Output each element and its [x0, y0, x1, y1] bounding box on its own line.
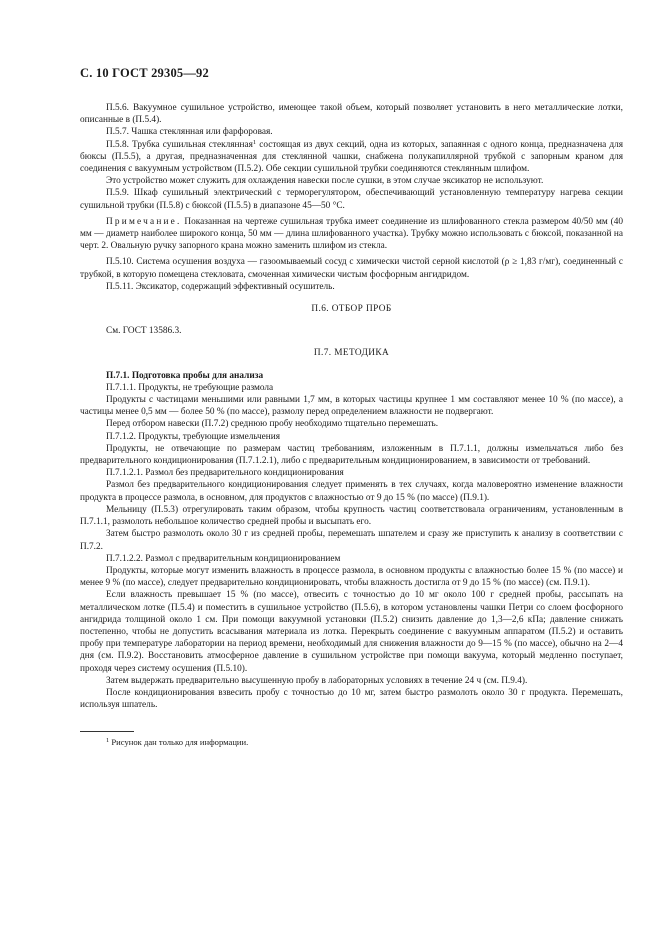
clause-p7-1-2-1: П.7.1.2.1. Размол без предварительного кондиционирования	[106, 468, 344, 479]
clause-p5-9: П.5.9. Шкаф сушильный электрический с терморегулятором, обеспечивающий установленную температуру нагрева секции сушильной трубки (П.5.8) с бюксой (П.5.5) в диапазоне 45—50 °С.	[80, 188, 623, 211]
section-heading-sampling: П.6. ОТБОР ПРОБ	[311, 304, 392, 315]
footnote-text: Рисунок дан только для информации.	[109, 737, 249, 748]
section-heading-method: П.7. МЕТОДИКА	[313, 348, 390, 359]
footnote-divider	[80, 731, 134, 732]
clause-p5-8-start: П.5.8. Трубка сушильная стеклянная	[106, 139, 253, 150]
clause-p5-7: П.5.7. Чашка стеклянная или фарфоровая.	[106, 127, 273, 138]
note-label: Примечание.	[106, 216, 182, 227]
clause-p7-1-2-text: Продукты, не отвечающие по размерам частиц требованиям, изложенным в П.7.1.1, должны измельчаться либо без предварительного кондиционирования (П.7.1.2.1), либо с предварительным кондиционированием, в зависимости от требований.	[80, 443, 623, 467]
clause-p7-1-2: П.7.1.2. Продукты, требующие измельчения	[106, 431, 280, 442]
clause-p5-10: П.5.10. Система осушения воздуха — газоомываемый сосуд с химически чистой серной кислотой (ρ ≥ 1,83 г/мг), соединенный с трубкой, в которую помещена стекловата, смоченная химически чистым фосфорным ангидридом.	[80, 257, 623, 280]
clause-p7-1-2-2-hold: Затем выдержать предварительно высушенную пробу в лабораторных условиях в течение 24 ч (см. П.9.4).	[106, 675, 528, 686]
clause-p7-1-2-1-text: Размол без предварительного кондиционирования следует применять в тех случаях, когда маловероятно изменение влажности продукта в процессе размола, в основном, для продуктов с влажностью от 9 до 15 % (по массе) (П.9.1).	[80, 480, 623, 503]
clause-p5-11: П.5.11. Эксикатор, содержащий эффективный осушитель.	[106, 281, 335, 292]
clause-p7-1-2-1-grind: Затем быстро размолоть около 30 г из средней пробы, перемешать шпателем и сразу же приступить к анализу в соответствии с П.7.2.	[80, 529, 623, 552]
clause-p7-1-2-2-text: Продукты, которые могут изменить влажность в процессе размола, в основном продукты с влажностью более 15 % (по массе) и менее 9 % (по массе), следует предварительно кондиционировать, чтобы влажность достигла от 9 до 15 % (по массе) (см. П.9.1).	[80, 565, 623, 589]
page-header: С. 10 ГОСТ 29305—92	[80, 66, 209, 80]
clause-p7-1-2-2-grind: После кондиционирования взвесить пробу с точностью до 10 мг, затем быстро размолоть около 30 г продукта. Перемешать, используя шпатель.	[80, 687, 623, 711]
clause-p7-1-2-2-drying: Если влажность превышает 15 % (по массе), отвесить с точностью до 10 мг около 100 г средней пробы, рассыпать на металлическом лотке (П.5.4) и поместить в сушильное устройство (П.5.6), в котором установлены чашки Петри со слоем фосфорного ангидрида толщиной около 1 см. При помощи вакуумной установки (П.5.2) снизить давление до 1,3—2,6 кПа; давление снижать постепенно, чтобы не допустить всасывания материала из лотка. Перекрыть соединение с вакуумным аппаратом (П.5.2) и оставить пробу при температуре лаборатории на период времени, необходимый для снижения влажности до 9—15 % (по массе), обычно на 2—4 дня (см. П.9.2). Восстановить атмосферное давление в сушильном устройстве при помощи вакуума, который медленно поступает, проходя через систему осушения (П.5.10).	[80, 590, 623, 674]
subheading-p7-1: П.7.1. Подготовка пробы для анализа	[106, 370, 264, 381]
clause-p5-8	[80, 139, 623, 176]
note-text: Показанная на чертеже сушильная трубка имеет соединение из шлифованного стекла размером 40/50 мм (40 мм — диаметр наиболее широкого конца, 50 мм — длина шлифованного участка). Трубку можно использовать с бюксой, показанной на черт. 2. Овальную ручку запорного крана можно заменить шлифом из стекла.	[80, 216, 623, 252]
clause-p5-8-remark: Это устройство может служить для охлаждения навески после сушки, в этом случае эксикатор не используют.	[106, 176, 544, 187]
clause-p5-8-rest: состоящая из двух секций, одна из которых, запаянная с одного конца, предназначена для бюксы (П.5.5), а другая, предназначенная для стеклянной чашки, снабжена полукапиллярной трубкой с запорным краном для соединения с вакуумным устройством (П.5.2). Обе секции сушильной трубки соединяются стеклянным шлифом.	[80, 139, 623, 175]
sampling-reference: См. ГОСТ 13586.3.	[106, 326, 182, 337]
footnote	[80, 736, 623, 748]
clause-p7-1-1-mix: Перед отбором навески (П.7.2) среднюю пробу необходимо тщательно перемешать.	[106, 419, 439, 430]
clause-p7-1-1: П.7.1.1. Продукты, не требующие размола	[106, 382, 274, 393]
note	[80, 216, 623, 253]
footnote-ref: 1	[252, 138, 257, 146]
clause-p7-1-2-1-mill: Мельницу (П.5.3) отрегулировать таким образом, чтобы крупность частиц соответствовала ограничениям, установленным в П.7.1.1, размолоть небольшое количество средней пробы и высыпать его.	[80, 504, 623, 528]
footnote-mark: 1	[106, 737, 110, 745]
clause-p5-6: П.5.6. Вакуумное сушильное устройство, имеющее такой объем, который позволяет установить в него металлические лотки, описанные в (П.5.4).	[80, 103, 623, 126]
clause-p7-1-2-2: П.7.1.2.2. Размол с предварительным кондиционированием	[106, 553, 341, 564]
clause-p7-1-1-text: Продукты с частицами меньшими или равными 1,7 мм, в которых частицы крупнее 1 мм составляют менее 10 % (по массе), а частицы менее 0,5 мм — более 50 % (по массе), размолу перед определением влажности не подвергают.	[80, 395, 623, 418]
